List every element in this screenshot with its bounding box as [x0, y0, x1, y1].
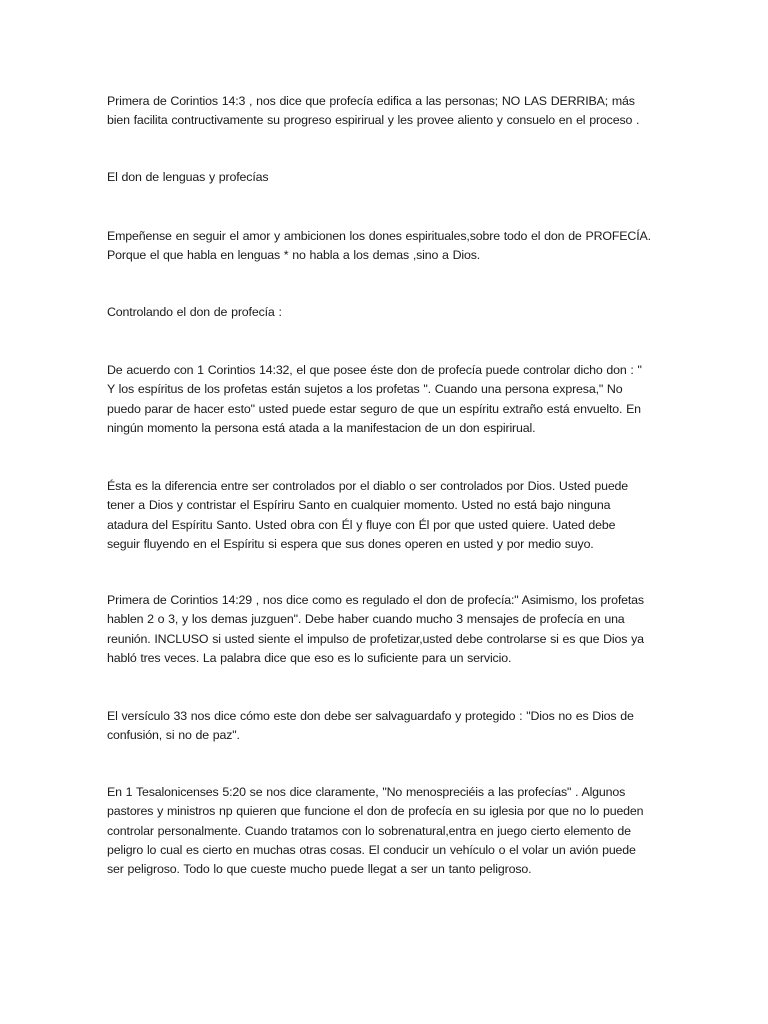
heading-don-de-lenguas: El don de lenguas y profecías [107, 170, 269, 184]
paragraph-versiculo-33: El versículo 33 nos dice cómo este don debe ser salvaguardafo y protegido : "Dios no es Dios de confusión, si no de paz". [107, 709, 634, 743]
heading-controlando: Controlando el don de profecía : [107, 305, 282, 319]
paragraph-diferencia: Ésta es la diferencia entre ser controlados por el diablo o ser controlados por Dios. Usted puede tener a Dios y contristar el Espíriru Santo en cualquier momento. Usted no está bajo ninguna atadura del Espíritu Santo. Usted obra con Él y fluye con Él por que usted quiere. Uated debe seguir fluyendo en el Espíritu si espera que sus dones operen en usted y por medio suyo. [107, 479, 629, 551]
paragraph-empenense: Empeñense en seguir el amor y ambicionen los dones espirituales,sobre todo el don de PROFECÍA. Porque el que habla en lenguas * no habla a los demas ,sino a Dios. [107, 229, 651, 263]
paragraph-corintios-14-32: De acuerdo con 1 Corintios 14:32, el que posee éste don de profecía puede controlar dicho don : " Y los espíritus de los profetas están sujetos a los profetas ". Cuando una persona expresa," No puedo parar de hacer esto" usted puede estar seguro de que un espíritu extraño está envuelto. En ningún momento la persona está atada a la manifestacion de un don espirirual. [107, 363, 642, 435]
paragraph-corintios-14-29: Primera de Corintios 14:29 , nos dice como es regulado el don de profecía:" Asimismo, los profetas hablen 2 o 3, y los demas juzguen". Debe haber cuando mucho 3 mensajes de profecía en una reunión. INCLUSO si usted siente el impulso de profetizar,usted debe controlarse si es que Dios ya habló tres veces. La palabra dice que eso es lo suficiente para un servicio. [107, 593, 644, 665]
paragraph-corintios-14-3: Primera de Corintios 14:3 , nos dice que profecía edifica a las personas; NO LAS DERRIBA; más bien facilita contructivamente su progreso espirirual y les provee aliento y consuelo en el proceso . [107, 94, 640, 128]
paragraph-tesalonicenses: En 1 Tesalonicenses 5:20 se nos dice claramente, "No menospreciéis a las profecías" . Algunos pastores y ministros np quieren que funcione el don de profecía en su iglesia por que no lo pueden controlar personalmente. Cuando tratamos con lo sobrenatural,entra en juego cierto elemento de peligro lo cual es cierto en muchas otras cosas. El conducir un vehículo o el volar un avión puede ser peligroso. Todo lo que cueste mucho puede llegat a ser un tanto peligroso. [107, 785, 644, 877]
